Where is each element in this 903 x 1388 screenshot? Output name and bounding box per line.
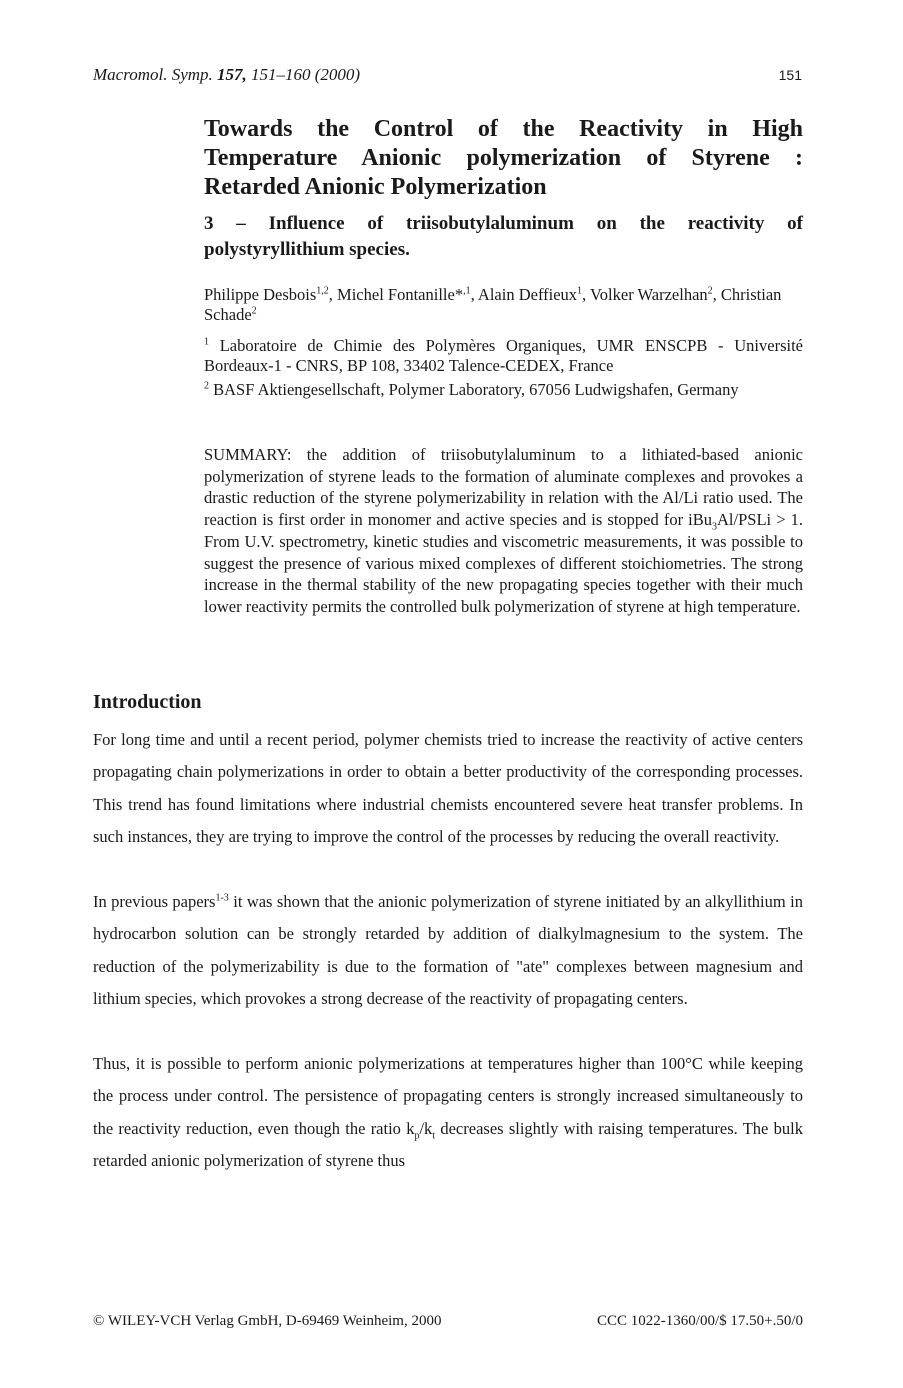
affiliation-number: 1 <box>204 336 209 348</box>
intro-p3-ratio-slash: /k <box>419 1118 433 1138</box>
intro-p3-text-end: decreases slightly with raising temperatures. The bulk retarded anionic polymerization of styrene thus <box>93 1118 803 1171</box>
intro-p3-text-start: Thus, it is possible to perform anionic polymerizations at temperatures higher than 100°C while keeping the process under control. The persistence of propagating centers is strongly increased simultaneously to the reactivity reduction, even though the ratio k <box>93 1054 803 1138</box>
author-list: Philippe Desbois$^{1,2}$, Michel Fontanille*$^{,1}$, Alain Deffieux$^1$, Volker Warzelhan$^2$, Christian Schade$^2$ <box>204 285 782 324</box>
page-number: 151 <box>778 67 802 83</box>
author-name: Alain Deffieux <box>477 285 578 304</box>
section-heading-introduction: Introduction <box>93 691 202 713</box>
journal-pages: 151–160 (2000) <box>246 65 361 84</box>
author-name: Volker Warzelhan <box>590 285 708 304</box>
journal-volume: 157, <box>217 65 247 84</box>
author-affil-marker: 2 <box>707 285 713 297</box>
subscript-p: p <box>414 1130 420 1142</box>
author-affil-marker: ,1 <box>463 285 471 297</box>
footer-ccc-code: CCC 1022-1360/00/$ 17.50+.50/0 <box>597 1313 803 1329</box>
author-affil-marker: 2 <box>251 305 257 317</box>
affiliation-text: BASF Aktiengesellschaft, Polymer Laboratory, 67056 Ludwigshafen, Germany <box>209 380 739 399</box>
journal-citation <box>93 65 360 85</box>
summary-text-end: Al/PSLi > 1. From U.V. spectrometry, kinetic studies and viscometric measurements, it was possible to suggest the presence of various mixed complexes of different stoichiometries. The strong increase in the thermal stability of the new propagating species together with their much lower reactivity permits the controlled bulk polymerization of styrene at high temperature. <box>204 510 803 616</box>
intro-p2-text-start: In previous papers <box>93 892 216 911</box>
paper-subtitle: 3 – Influence of triisobutylaluminum on the reactivity of polystyryllithium species. <box>204 213 803 260</box>
author-affil-marker: 1,2 <box>316 285 329 297</box>
author-name: Philippe Desbois <box>204 285 317 304</box>
summary-subscript: 3 <box>712 521 718 533</box>
author-name: Christian Schade <box>204 285 782 324</box>
summary-text-start: SUMMARY: the addition of triisobutylaluminum to a lithiated-based anionic polymerization of styrene leads to the formation of aluminate complexes and provokes a drastic reduction of the styrene polymerizability in relation with the Al/Li ratio used. The reaction is first order in monomer and active species and is stopped for iBu <box>204 445 803 530</box>
author-affil-marker: 1 <box>577 285 583 297</box>
paper-title: Towards the Control of the Reactivity in High Temperature Anionic polymerization of Styrene : Retarded Anionic Polymerization <box>204 116 803 200</box>
citation-marker: 1-3 <box>215 892 229 904</box>
subscript-t: t <box>432 1130 436 1142</box>
intro-paragraph-3 <box>93 1048 803 1178</box>
intro-paragraph-1: For long time and until a recent period, polymer chemists tried to increase the reactivity of active centers propagating chain polymerizations in order to obtain a better productivity of the corresponding processes. This trend has found limitations where industrial chemists encountered severe heat transfer problems. In such instances, they are trying to improve the control of the processes by reducing the overall reactivity. <box>93 730 803 847</box>
affiliation-number: 2 <box>204 380 209 392</box>
summary-abstract <box>204 444 803 618</box>
journal-name: Macromol. Symp. <box>93 65 218 84</box>
intro-paragraph-2 <box>93 886 803 1016</box>
affiliation-text: Laboratoire de Chimie des Polymères Organiques, UMR ENSCPB - Université Bordeaux-1 - CNRS, BP 108, 33402 Talence-CEDEX, France <box>204 336 803 375</box>
author-name: Michel Fontanille* <box>337 285 464 304</box>
affiliation-1 <box>204 336 803 376</box>
intro-p2-text-end: it was shown that the anionic polymerization of styrene initiated by an alkyllithium in hydrocarbon solution can be strongly retarded by addition of dialkylmagnesium to the system. The reduction of the polymerizability is due to the formation of "ate" complexes between magnesium and lithium species, which provokes a strong decrease of the reactivity of propagating centers. <box>93 892 803 1009</box>
affiliation-2 <box>204 380 803 400</box>
footer-copyright: © WILEY-VCH Verlag GmbH, D-69469 Weinheim, 2000 <box>93 1313 442 1329</box>
